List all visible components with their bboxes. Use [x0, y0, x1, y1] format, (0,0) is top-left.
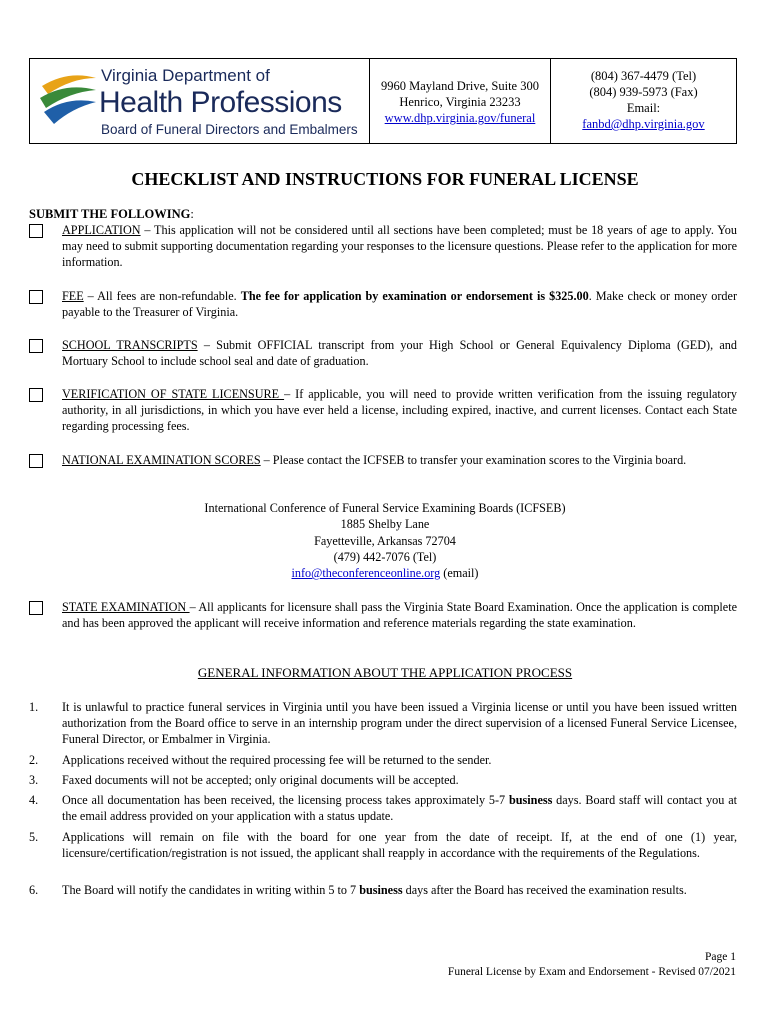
- list-item-number: 5.: [29, 830, 39, 844]
- revision-note: Funeral License by Exam and Endorsement - Revised 07/2021: [447, 966, 736, 978]
- checkbox-state-exam[interactable]: [29, 601, 43, 615]
- logo-line-board: Board of Funeral Directors and Embalmers: [101, 122, 358, 137]
- list-item-number: 6.: [29, 883, 39, 897]
- checklist-item-national-scores: [29, 452, 737, 468]
- fee-label: FEE: [62, 289, 84, 303]
- address-street: 9960 Mayland Drive, Suite 300: [381, 79, 539, 93]
- checklist-item-verification: [29, 386, 737, 434]
- application-label: APPLICATION: [62, 223, 141, 237]
- checklist-item-state-exam: [29, 599, 737, 631]
- submit-heading-colon: :: [190, 207, 194, 221]
- page-title: CHECKLIST AND INSTRUCTIONS FOR FUNERAL LICENSE: [131, 169, 639, 189]
- list-item: [29, 752, 737, 768]
- national-scores-label: NATIONAL EXAMINATION SCORES: [62, 453, 261, 467]
- verification-text: – If applicable, you will need to provide written verification from the issuing regulatory authority, in all jurisdictions, in which you have ever held a license, including expired, inactive, and current licenses. Contact each State regarding processing fees.: [62, 387, 738, 433]
- contact-email-link[interactable]: fanbd@dhp.virginia.gov: [582, 117, 705, 131]
- list-item-text: The Board will notify the candidates in writing within 5 to 7: [62, 883, 360, 897]
- contact-box: [551, 58, 737, 144]
- list-item-text: Applications received without the required processing fee will be returned to the sender.: [62, 753, 492, 767]
- contact-fax: (804) 939-5973 (Fax): [589, 85, 698, 99]
- list-item-text: days. Board staff will contact you at the email address provided on your application with a status update.: [62, 793, 737, 823]
- list-item-bold: business: [508, 793, 553, 807]
- icfseb-email-link[interactable]: info@theconferenceonline.org: [291, 566, 441, 581]
- letterhead: [29, 58, 737, 144]
- list-item-text: days after the Board has received the examination results.: [402, 883, 687, 897]
- checklist-item-application: [29, 222, 737, 270]
- fee-text-1: – All fees are non-refundable.: [83, 289, 241, 303]
- list-item: [29, 882, 737, 898]
- list-item-text: Faxed documents will not be accepted; only original documents will be accepted.: [62, 773, 459, 787]
- checkbox-application[interactable]: [29, 224, 43, 238]
- checklist-item-fee: [29, 288, 737, 320]
- submit-heading: [29, 206, 194, 222]
- fee-amount-text: The fee for application by examination or endorsement is $325.00: [240, 289, 589, 303]
- address-box: [370, 58, 551, 144]
- list-item-text: Once all documentation has been received, the licensing process takes approximately 5-7: [62, 793, 509, 807]
- list-item-number: 4.: [29, 793, 39, 807]
- icfseb-email-suffix: (email): [440, 566, 479, 581]
- checklist-item-transcripts: [29, 337, 737, 369]
- icfseb-city: Fayetteville, Arkansas 72704: [314, 533, 456, 548]
- checkbox-verification[interactable]: [29, 388, 43, 402]
- submit-heading-text: SUBMIT THE FOLLOWING: [29, 207, 191, 221]
- page-number: Page 1: [705, 951, 736, 963]
- list-item: [29, 699, 737, 747]
- icfseb-address-block: [0, 500, 770, 581]
- transcripts-label: SCHOOL TRANSCRIPTS: [62, 338, 198, 352]
- dhp-logo-icon: [38, 68, 100, 128]
- list-item-text: It is unlawful to practice funeral services in Virginia until you have been issued a Virginia license or until you have been issued written authorization from the Board office to serve in an internship program under the direct supervision of a licensed Funeral Service Licensee, Funeral Director, or Embalmer in Virginia.: [62, 700, 737, 746]
- national-scores-text: – Please contact the ICFSEB to transfer your examination scores to the Virginia board.: [260, 453, 687, 467]
- icfseb-street: 1885 Shelby Lane: [340, 517, 430, 532]
- list-item-bold: business: [359, 883, 403, 897]
- checkbox-national-scores[interactable]: [29, 454, 43, 468]
- contact-tel: (804) 367-4479 (Tel): [590, 69, 697, 83]
- address-city: Henrico, Virginia 23233: [399, 95, 521, 109]
- state-exam-text: – All applicants for licensure shall pass the Virginia State Board Examination. Once the application is complete and has been approved the applicant will receive information and reference materials regarding the state examination.: [62, 600, 738, 630]
- checkbox-transcripts[interactable]: [29, 339, 43, 353]
- list-item-number: 2.: [29, 753, 39, 767]
- transcripts-text: – Submit OFFICIAL transcript from your High School or General Equivalency Diploma (GED), and Mortuary School to include school seal and date of graduation.: [62, 338, 737, 368]
- list-item-number: 3.: [29, 773, 39, 787]
- application-text: – This application will not be considered until all sections have been completed; must be 18 years of age to apply. You may need to submit supporting documentation regarding your responses to the licensure questions. Please refer to the application for more information.: [62, 223, 737, 269]
- list-item: [29, 829, 737, 861]
- fee-text-2: . Make check or money order payable to the Treasurer of Virginia.: [62, 289, 737, 319]
- verification-label: VERIFICATION OF STATE LICENSURE: [62, 387, 285, 401]
- contact-email-label: Email:: [626, 101, 661, 115]
- logo-line-department: Virginia Department of: [101, 66, 270, 85]
- website-link[interactable]: www.dhp.virginia.gov/funeral: [384, 111, 536, 125]
- icfseb-tel: (479) 442-7076 (Tel): [333, 549, 437, 564]
- list-item: [29, 792, 737, 824]
- general-info-heading: GENERAL INFORMATION ABOUT THE APPLICATION PROCESS: [197, 665, 573, 680]
- checkbox-fee[interactable]: [29, 290, 43, 304]
- state-exam-label: STATE EXAMINATION: [62, 600, 190, 614]
- list-item: [29, 772, 737, 788]
- icfseb-name: International Conference of Funeral Service Examining Boards (ICFSEB): [204, 501, 566, 515]
- list-item-number: 1.: [29, 700, 39, 714]
- list-item-text: Applications will remain on file with the board for one year from the date of receipt. If, at the end of one (1) year, licensure/certification/registration is not issued, the applicant shall reapply in accordance with the requirements of the Regulations.: [62, 830, 737, 860]
- page-footer: [448, 950, 736, 980]
- logo-box: [29, 58, 370, 144]
- logo-line-health-professions: Health Professions: [99, 86, 342, 119]
